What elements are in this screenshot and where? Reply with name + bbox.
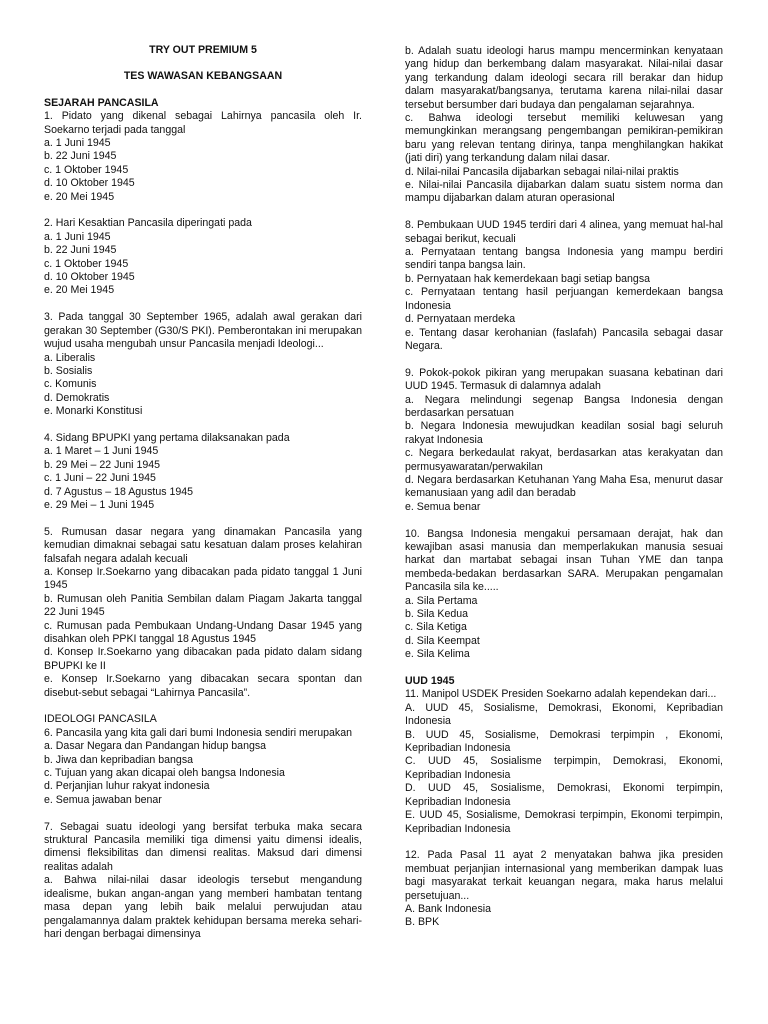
answer-option: A. UUD 45, Sosialisme, Demokrasi, Ekonomi, Kepribadian Indonesia bbox=[405, 701, 723, 728]
section-heading-sejarah: SEJARAH PANCASILA bbox=[44, 96, 159, 109]
question-stem: 8. Pembukaan UUD 1945 terdiri dari 4 alinea, yang memuat hal-hal sebagai berikut, kecuali bbox=[405, 219, 723, 245]
answer-option: a. Pernyataan tentang bangsa Indonesia yang mampu berdiri sendiri tanpa bangsa lain. bbox=[405, 246, 723, 272]
answer-option: a. Bahwa nilai-nilai dasar ideologis tersebut mengandung idealisme, bukan angan-angan yang memberi hambatan tentang masa depan yang lebih baik melalui perwujudan atau pengalamannya dalam praktek kehidupan bersama mereka sehari-hari dengan berbagai dimensinya bbox=[44, 874, 362, 940]
answer-option: d. Konsep Ir.Soekarno yang dibacakan pada pidato dalam sidang BPUPKI ke II bbox=[44, 646, 362, 672]
question-10 bbox=[405, 528, 723, 662]
answer-option: c. 1 Juni – 22 Juni 1945 bbox=[44, 472, 156, 485]
question-9 bbox=[405, 367, 723, 514]
answer-option: e. 29 Mei – 1 Juni 1945 bbox=[44, 498, 155, 511]
question-2 bbox=[44, 217, 362, 297]
section-heading-uud: UUD 1945 bbox=[405, 675, 455, 688]
document-subtitle: TES WAWASAN KEBANGSAAN bbox=[123, 70, 283, 83]
question-1 bbox=[44, 110, 362, 204]
question-stem: 4. Sidang BPUPKI yang pertama dilaksanakan pada bbox=[44, 431, 290, 444]
answer-option: e. 20 Mei 1945 bbox=[44, 190, 115, 203]
question-stem: 5. Rumusan dasar negara yang dinamakan Pancasila yang kemudian dimaknai sebagai satu kesatuan dalam proses kelahiran falsafah negara adalah kecuali bbox=[44, 525, 362, 565]
right-column bbox=[405, 45, 723, 943]
answer-option: B. BPK bbox=[405, 916, 440, 929]
answer-option: d. Pernyataan merdeka bbox=[405, 313, 516, 326]
answer-option: a. Negara melindungi segenap Bangsa Indonesia dengan berdasarkan persatuan bbox=[405, 393, 723, 419]
question-7-continued bbox=[405, 45, 723, 206]
answer-option: d. 10 Oktober 1945 bbox=[44, 271, 135, 284]
left-column bbox=[44, 44, 362, 955]
answer-option: d. Perjanjian luhur rakyat indonesia bbox=[44, 780, 210, 793]
answer-option: a. 1 Juni 1945 bbox=[44, 230, 111, 243]
answer-option: e. Monarki Konstitusi bbox=[44, 405, 143, 418]
question-stem: 11. Manipol USDEK Presiden Soekarno adalah kependekan dari... bbox=[405, 688, 717, 701]
question-4 bbox=[44, 432, 362, 512]
answer-option: C. UUD 45, Sosialisme terpimpin, Demokrasi, Ekonomi, Kepribadian Indonesia bbox=[405, 755, 723, 781]
answer-option: b. Negara Indonesia mewujudkan keadilan sosial bagi seluruh rakyat Indonesia bbox=[405, 420, 723, 446]
answer-option: a. 1 Maret – 1 Juni 1945 bbox=[44, 445, 159, 458]
question-stem: 9. Pokok-pokok pikiran yang merupakan suasana kebatinan dari UUD 1945. Termasuk di dalamnya adalah bbox=[405, 366, 723, 393]
answer-option: e. Semua benar bbox=[405, 500, 481, 513]
answer-option: b. 22 Juni 1945 bbox=[44, 244, 117, 257]
question-stem: 2. Hari Kesaktian Pancasila diperingati pada bbox=[44, 217, 252, 230]
question-7 bbox=[44, 821, 362, 942]
answer-option: c. 1 Oktober 1945 bbox=[44, 163, 129, 176]
question-11 bbox=[405, 688, 723, 835]
answer-option: e. Tentang dasar kerohanian (faslafah) Pancasila sebagai dasar Negara. bbox=[405, 326, 723, 352]
answer-option: c. Tujuan yang akan dicapai oleh bangsa Indonesia bbox=[44, 767, 285, 780]
answer-option: e. Sila Kelima bbox=[405, 648, 470, 661]
answer-option: c. Pernyataan tentang hasil perjuangan kemerdekaan bangsa Indonesia bbox=[405, 286, 723, 312]
answer-option: d. 7 Agustus – 18 Agustus 1945 bbox=[44, 485, 194, 498]
answer-option: c. Bahwa ideologi tersebut memiliki keluwesan yang memungkinkan merangsang pengembangan pemikiran-pemikiran baru yang relevan tentang dirinya, tanpa menghilangkan hakikat (jati diri) yang terkandung dalam nilai dasar. bbox=[405, 112, 723, 165]
answer-option: A. Bank Indonesia bbox=[405, 902, 491, 915]
question-stem: 10. Bangsa Indonesia mengakui persamaan derajat, hak dan kewajiban asasi manusia dan memperlakukan manusia sesuai harkat dan martabat sebagai insan Tuhan YME dan tanpa membeda-bedakan berdasarkan SARA. Merupakan pengamalan Pancasila sila ke..... bbox=[405, 527, 723, 594]
answer-option: b. Sosialis bbox=[44, 364, 93, 377]
answer-option: c. Negara berkedaulat rakyat, berdasarkan atas kerakyatan dan permusyawaratan/perwakilan bbox=[405, 447, 723, 473]
question-stem: 12. Pada Pasal 11 ayat 2 menyatakan bahwa jika presiden membuat perjanjian internasional yang memberikan dampak luas bagi masyarakat terkait keuangan negara, maka harus melalui persetujuan... bbox=[405, 849, 723, 902]
answer-option: d. Demokratis bbox=[44, 391, 110, 404]
answer-option: c. Komunis bbox=[44, 378, 97, 391]
question-12 bbox=[405, 849, 723, 929]
answer-option: e. Nilai-nilai Pancasila dijabarkan dalam suatu sistem norma dan mampu dijabarkan dalam aturan operasional bbox=[405, 179, 723, 205]
answer-option: d. 10 Oktober 1945 bbox=[44, 177, 135, 190]
answer-option: b. 29 Mei – 22 Juni 1945 bbox=[44, 458, 161, 471]
question-6 bbox=[44, 727, 362, 807]
question-8 bbox=[405, 219, 723, 353]
answer-option: a. 1 Juni 1945 bbox=[44, 137, 111, 150]
answer-option: B. UUD 45, Sosialisme, Demokrasi terpimpin , Ekonomi, Kepribadian Indonesia bbox=[405, 728, 723, 755]
answer-option: d. Nilai-nilai Pancasila dijabarkan sebagai nilai-nilai praktis bbox=[405, 165, 679, 178]
question-stem: 1. Pidato yang dikenal sebagai Lahirnya pancasila oleh Ir. Soekarno terjadi pada tanggal bbox=[44, 110, 362, 136]
answer-option: a. Sila Pertama bbox=[405, 594, 478, 607]
answer-option: D. UUD 45, Sosialisme, Demokrasi, Ekonomi terpimpin, Kepribadian Indonesia bbox=[405, 782, 723, 808]
answer-option: c. Rumusan pada Pembukaan Undang-Undang Dasar 1945 yang disahkan oleh PPKI tanggal 18 Agustus 1945 bbox=[44, 619, 362, 645]
answer-option: b. Jiwa dan kepribadian bangsa bbox=[44, 753, 194, 766]
answer-option: b. Pernyataan hak kemerdekaan bagi setiap bangsa bbox=[405, 272, 651, 285]
question-5 bbox=[44, 526, 362, 700]
answer-option: a. Liberalis bbox=[44, 351, 96, 364]
answer-option: d. Negara berdasarkan Ketuhanan Yang Maha Esa, menurut dasar kemanusiaan yang adil dan beradab bbox=[405, 473, 723, 500]
question-stem: 3. Pada tanggal 30 September 1965, adalah awal gerakan dari gerakan 30 September (G30/S PKI). Pemberontakan ini merupakan wujud usaha mengubah unsur Pancasila menjadi Ideologi... bbox=[44, 311, 362, 351]
document-title: TRY OUT PREMIUM 5 bbox=[149, 44, 257, 56]
question-stem: 6. Pancasila yang kita gali dari bumi Indonesia sendiri merupakan bbox=[44, 726, 352, 739]
answer-option: e. Semua jawaban benar bbox=[44, 793, 162, 806]
answer-option: c. 1 Oktober 1945 bbox=[44, 257, 129, 270]
question-stem: 7. Sebagai suatu ideologi yang bersifat terbuka maka secara struktural Pancasila memiliki tiga dimensi yaitu dimensi idealis, dimensi fleksibilitas dan dimensi realitas. Maksud dari dimensi realitas adalah bbox=[44, 820, 362, 873]
answer-option: b. Rumusan oleh Panitia Sembilan dalam Piagam Jakarta tanggal 22 Juni 1945 bbox=[44, 592, 362, 619]
answer-option: e. Konsep Ir.Soekarno yang dibacakan secara spontan dan disebut-sebut sebagai “Lahirnya Pancasila”. bbox=[44, 673, 362, 699]
answer-option: a. Dasar Negara dan Pandangan hidup bangsa bbox=[44, 740, 267, 753]
answer-option: b. Adalah suatu ideologi harus mampu mencerminkan kenyataan yang hidup dan berkembang dalam masyarakat. Nilai-nilai dasar yang terkandung dalam ideologi secara rill berakar dan hidup dalam masyarakat/bangsanya, terutama karena nilai-nilai dasar tersebut bersumber dari budaya dan pengalaman sejarahnya. bbox=[405, 45, 723, 111]
answer-option: b. Sila Kedua bbox=[405, 608, 469, 621]
answer-option: b. 22 Juni 1945 bbox=[44, 150, 117, 163]
answer-option: e. 20 Mei 1945 bbox=[44, 284, 115, 297]
answer-option: E. UUD 45, Sosialisme, Demokrasi terpimpin, Ekonomi terpimpin, Kepribadian Indonesia bbox=[405, 809, 723, 835]
answer-option: a. Konsep Ir.Soekarno yang dibacakan pada pidato tanggal 1 Juni 1945 bbox=[44, 565, 362, 592]
section-heading-ideologi: IDEOLOGI PANCASILA bbox=[44, 713, 157, 726]
answer-option: c. Sila Ketiga bbox=[405, 621, 467, 634]
question-3 bbox=[44, 311, 362, 418]
answer-option: d. Sila Keempat bbox=[405, 634, 480, 647]
